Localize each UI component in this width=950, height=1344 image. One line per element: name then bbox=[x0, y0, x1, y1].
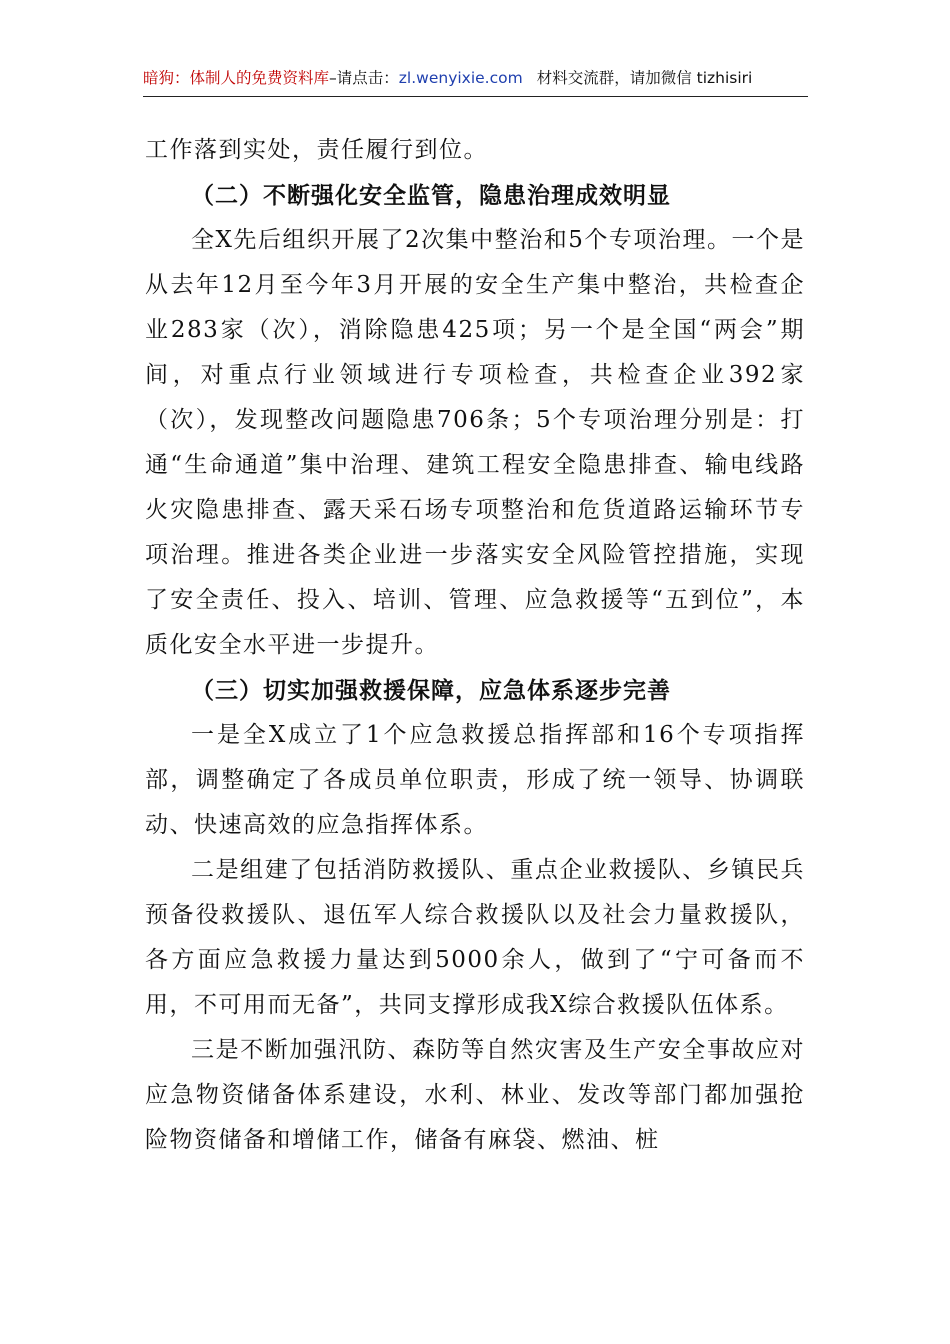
header-wechat-note: 材料交流群，请加微信 tizhisiri bbox=[536, 69, 753, 87]
paragraph: 一是全X成立了1个应急救援总指挥部和16个专项指挥部，调整确定了各成员单位职责，形成了统一领导、协调联动、快速高效的应急指挥体系。 bbox=[145, 722, 805, 838]
paragraph: 全X先后组织开展了2次集中整治和5个专项治理。一个是从去年12月至今年3月开展的安全生产集中整治，共检查企业283家（次），消除隐患425项；另一个是全国“两会”期间，对重点行业领域进行专项检查，共检查企业392家（次），发现整改问题隐患706条；5个专项治理分别是：打通“生命通道”集中治理、建筑工程安全隐患排查、输电线路火灾隐患排查、露天采石场专项整治和危货道路运输环节专项治理。推进各类企业进一步落实安全风险管控措施，实现了安全责任、投入、培训、管理、应急救援等“五到位”，本质化安全水平进一步提升。 bbox=[145, 227, 805, 658]
document-body bbox=[145, 128, 805, 1163]
paragraph-continuation: 工作落到实处，责任履行到位。 bbox=[145, 137, 488, 163]
header-site-name: 暗狗：体制人的免费资料库 bbox=[143, 69, 330, 87]
header-link[interactable]: zl.wenyixie.com bbox=[398, 69, 523, 87]
section-heading-2: （二）不断强化安全监管，隐患治理成效明显 bbox=[191, 182, 671, 209]
section-heading-3: （三）切实加强救援保障，应急体系逐步完善 bbox=[191, 677, 671, 704]
paragraph: 三是不断加强汛防、森防等自然灾害及生产安全事故应对应急物资储备体系建设，水利、林业、发改等部门都加强抢险物资储备和增储工作，储备有麻袋、燃油、桩 bbox=[145, 1037, 805, 1153]
header-click-prompt: –请点击： bbox=[329, 69, 399, 87]
paragraph: 二是组建了包括消防救援队、重点企业救援队、乡镇民兵预备役救援队、退伍军人综合救援队以及社会力量救援队，各方面应急救援力量达到5000余人，做到了“宁可备而不用，不可用而无备”，共同支撑形成我X综合救援队伍体系。 bbox=[145, 857, 805, 1018]
page-header bbox=[143, 66, 808, 97]
